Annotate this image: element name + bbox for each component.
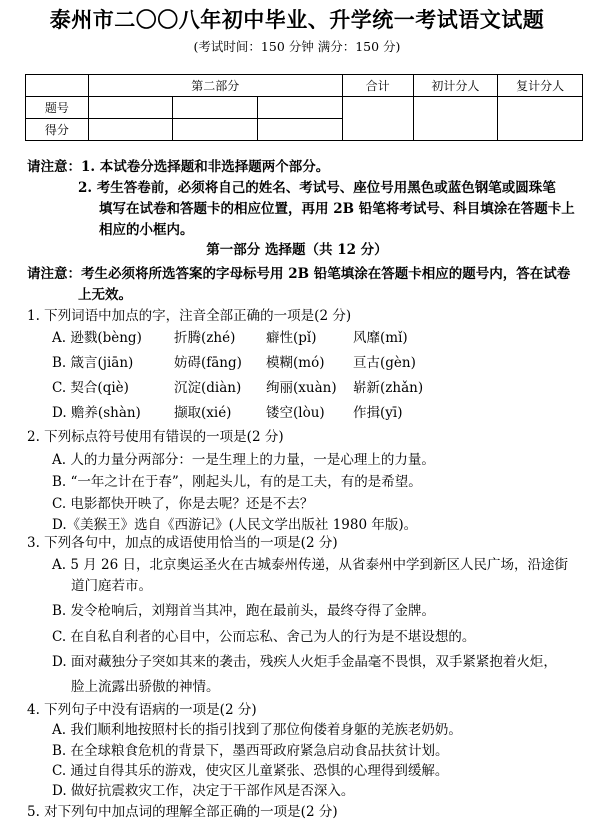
q2-opt-c: C. 电影都快开映了，你是去呢？还是不去？: [52, 496, 314, 512]
q1-opt-c-3: 绚丽(xuàn): [266, 380, 337, 396]
score-cell[interactable]: [173, 119, 258, 141]
exam-title: 泰州市二〇〇八年初中毕业、升学统一考试语文试题: [49, 7, 545, 32]
q1-opt-d-4: 作揖(yī): [353, 405, 403, 421]
score-total-cell[interactable]: [342, 97, 413, 141]
q3-opt-c: C. 在自私自利者的心目中，公而忘私、舍己为人的行为是不堪设想的。: [52, 629, 476, 645]
q4-opt-b: B. 在全球粮食危机的背景下，墨西哥政府紧急启动食品扶贫计划。: [52, 743, 449, 759]
q4-opt-d: D. 做好抗震救灾工作，决定于干部作风是否深入。: [52, 783, 355, 799]
q4-stem: 4. 下列句子中没有语病的一项是(2 分): [27, 702, 257, 718]
q1-opt-a-4: 风靡(mǐ): [353, 330, 408, 346]
q3-stem: 3. 下列各句中，加点的成语使用恰当的一项是(2 分): [27, 535, 338, 551]
q1-opt-d-1: D. 赡养(shàn): [52, 405, 141, 421]
score-cell[interactable]: [88, 119, 173, 141]
q2-opt-a: A. 人的力量分两部分：一是生理上的力量，一是心理上的力量。: [52, 452, 435, 468]
score-table-part2: 第二部分: [88, 75, 342, 97]
q3-opt-d-line2: 脸上流露出骄傲的神情。: [71, 679, 220, 695]
q3-opt-b: B. 发令枪响后，刘翔首当其冲，跑在最前头，最终夺得了金牌。: [52, 603, 436, 619]
q5-stem: 5. 对下列句中加点词的理解全部正确的一项是(2 分): [27, 804, 338, 820]
score-cell[interactable]: [258, 119, 343, 141]
q1-opt-d-2: 撷取(xié): [174, 405, 232, 421]
score-table-row-q: 题号: [26, 97, 89, 119]
score-table-first-scorer: 初计分人: [413, 75, 498, 97]
score-table-review-scorer: 复计分人: [498, 75, 583, 97]
score-table-row-score: 得分: [26, 119, 89, 141]
q2-opt-b: B. “一年之计在于春”，刚起头儿，有的是工夫，有的是希望。: [52, 474, 422, 490]
first-scorer-cell[interactable]: [413, 97, 498, 141]
q1-opt-a-3: 癖性(pǐ): [266, 330, 317, 346]
q2-opt-d: D.《美猴王》选自《西游记》(人民文学出版社 1980 年版)。: [52, 517, 418, 533]
q1-opt-b-3: 模糊(mó): [266, 355, 325, 371]
notice2-line2: 上无效。: [78, 287, 132, 303]
notice-item-2-line2: 填写在试卷和答题卡的相应位置，再用 2B 铅笔将考试号、科目填涂在答题卡上: [99, 201, 575, 217]
q3-opt-d-line1: D. 面对藏独分子突如其来的袭击，残疾人火炬手金晶毫不畏惧，双手紧紧抱着火炬，: [52, 654, 557, 670]
score-cell[interactable]: [88, 97, 173, 119]
score-cell[interactable]: [173, 97, 258, 119]
q1-opt-c-4: 崭新(zhǎn): [353, 380, 424, 396]
notice-item-2-line3: 相应的小框内。: [99, 222, 194, 238]
score-table-corner: [26, 75, 89, 97]
notice-item-1: 请注意：1. 本试卷分选择题和非选择题两个部分。: [27, 159, 330, 175]
review-scorer-cell[interactable]: [498, 97, 583, 141]
q2-stem: 2. 下列标点符号使用有错误的一项是(2 分): [27, 429, 284, 445]
q1-opt-c-1: C. 契合(qiè): [52, 380, 129, 396]
q1-opt-b-1: B. 箴言(jiān): [52, 355, 134, 371]
q1-stem: 1. 下列词语中加点的字，注音全部正确的一项是(2 分): [27, 308, 352, 324]
q1-opt-c-2: 沉淀(diàn): [174, 380, 242, 396]
exam-subtitle: (考试时间：150 分钟 满分：150 分): [193, 39, 401, 54]
q1-opt-b-2: 妨碍(fāng): [174, 355, 242, 371]
q4-opt-c: C. 通过自得其乐的游戏，使灾区儿童紧张、恐惧的心理得到缓解。: [52, 763, 449, 779]
q4-opt-a: A. 我们顺利地按照村长的指引找到了那位佝偻着身躯的羌族老奶奶。: [52, 722, 462, 738]
q1-opt-a-2: 折腾(zhé): [174, 330, 236, 346]
q3-opt-a-line1: A. 5 月 26 日，北京奥运圣火在古城泰州传递，从省泰州中学到新区人民广场，沿途街: [52, 557, 568, 573]
q3-opt-a-line2: 道门庭若市。: [71, 578, 152, 594]
score-table: [25, 74, 583, 141]
score-table-total: 合计: [342, 75, 413, 97]
q1-opt-b-4: 亘古(gèn): [353, 355, 416, 371]
section-1-title: 第一部分 选择题（共 12 分）: [206, 242, 388, 258]
q1-opt-a-1: A. 逊戮(bèng): [52, 330, 142, 346]
notice2-line1: 请注意：考生必须将所选答案的字母标号用 2B 铅笔填涂在答题卡相应的题号内，答在试卷: [27, 266, 571, 282]
q1-opt-d-3: 镂空(lòu): [266, 405, 325, 421]
notice-item-2-line1: 2. 考生答卷前，必须将自己的姓名、考试号、座位号用黑色或蓝色钢笔或圆珠笔: [78, 180, 556, 196]
score-cell[interactable]: [258, 97, 343, 119]
